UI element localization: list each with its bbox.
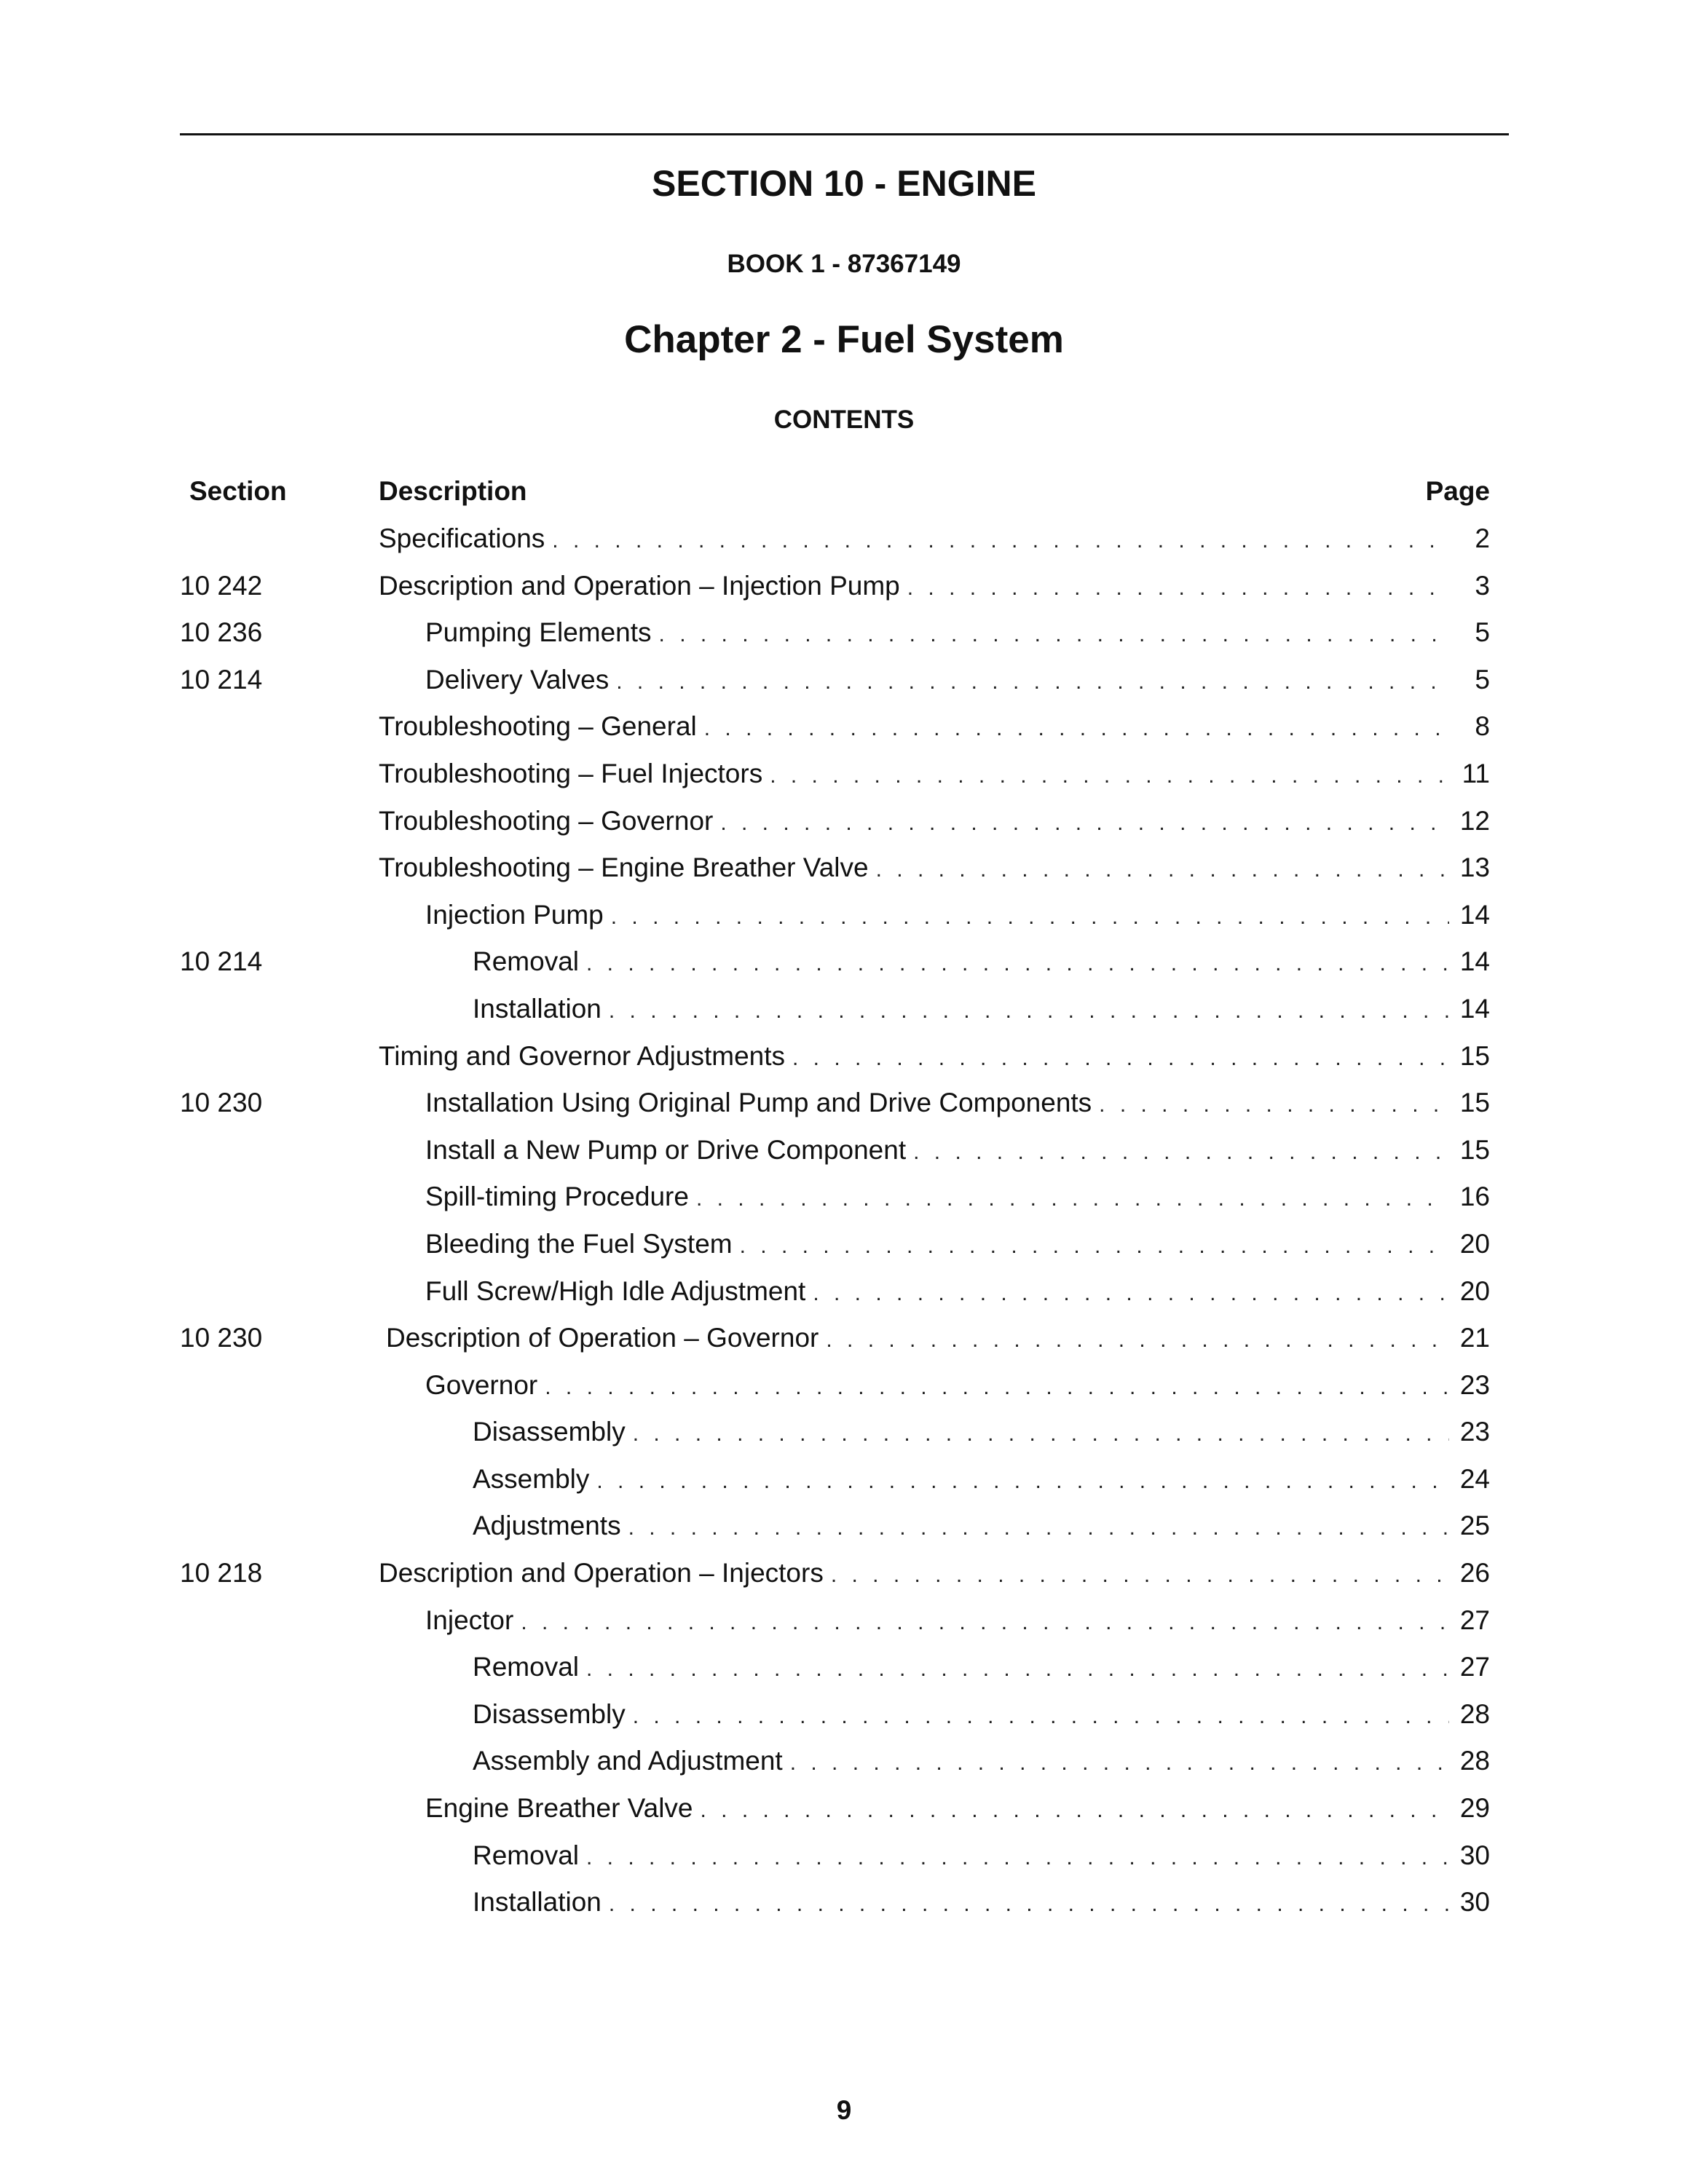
toc-description: Assembly and Adjustment [473, 1746, 783, 1776]
toc-description: Disassembly [473, 1417, 626, 1447]
toc-page-number: 24 [1459, 1463, 1490, 1494]
toc-row [0, 1412, 1688, 1459]
dot-leader [596, 1461, 1449, 1502]
dot-leader [611, 897, 1449, 938]
toc-description: Engine Breather Valve [425, 1793, 693, 1824]
toc-row [0, 1600, 1688, 1647]
dot-leader [792, 1038, 1449, 1079]
toc-entry [473, 1882, 1490, 1925]
toc-entry [473, 941, 1490, 984]
toc-section-code: 10 214 [180, 664, 263, 695]
column-header-section: Section [189, 476, 287, 506]
toc-row [0, 1130, 1688, 1177]
dot-leader [628, 1508, 1449, 1548]
dot-leader [704, 708, 1449, 749]
toc-description: Adjustments [473, 1511, 621, 1541]
dot-leader [586, 1837, 1449, 1878]
toc-description: Timing and Governor Adjustments [379, 1040, 785, 1071]
toc-page-number: 15 [1459, 1040, 1490, 1071]
toc-description: Assembly [473, 1463, 590, 1494]
toc-entry [379, 1553, 1490, 1596]
toc-section-code: 10 236 [180, 617, 263, 648]
toc-row [0, 660, 1688, 707]
toc-page-number: 14 [1459, 993, 1490, 1024]
toc-page-number: 16 [1459, 1182, 1490, 1212]
toc-page-number: 27 [1459, 1652, 1490, 1682]
toc-entry [379, 847, 1490, 890]
toc-row [0, 1176, 1688, 1224]
toc-page-number: 28 [1459, 1698, 1490, 1729]
toc-row [0, 1741, 1688, 1788]
toc-row [0, 1459, 1688, 1506]
dot-leader [876, 850, 1449, 890]
toc-description: Removal [473, 1840, 579, 1870]
toc-page-number: 15 [1459, 1134, 1490, 1165]
toc-description: Troubleshooting – Fuel Injectors [379, 758, 763, 788]
dot-leader [813, 1273, 1449, 1314]
toc-row [0, 612, 1688, 660]
toc-entry [425, 1083, 1490, 1125]
page-number: 9 [836, 2095, 852, 2125]
toc-page-number: 25 [1459, 1511, 1490, 1541]
toc-page-number: 12 [1459, 805, 1490, 836]
toc-entry [425, 660, 1490, 703]
dot-leader [696, 1179, 1449, 1219]
toc-row [0, 801, 1688, 848]
toc-row [0, 1271, 1688, 1318]
dot-leader [659, 614, 1449, 655]
toc-page-number: 28 [1459, 1746, 1490, 1776]
toc-row [0, 1553, 1688, 1600]
toc-row [0, 895, 1688, 942]
toc-entry [425, 1224, 1490, 1267]
dot-leader [826, 1320, 1449, 1361]
toc-description: Description and Operation – Injectors [379, 1558, 824, 1588]
toc-entry [473, 1506, 1490, 1548]
toc-page-number: 20 [1459, 1275, 1490, 1306]
dot-leader [633, 1696, 1449, 1737]
dot-leader [831, 1555, 1449, 1596]
toc-entry [379, 518, 1490, 561]
toc-row [0, 706, 1688, 753]
toc-entry [379, 801, 1490, 844]
toc-page-number: 5 [1475, 664, 1490, 695]
toc-page-number: 23 [1459, 1369, 1490, 1400]
toc-entry [379, 566, 1490, 609]
toc-entry [425, 612, 1490, 655]
toc-description: Bleeding the Fuel System [425, 1228, 733, 1259]
toc-entry [425, 1788, 1490, 1831]
toc-section-code: 10 230 [180, 1323, 263, 1353]
toc-entry [425, 895, 1490, 938]
section-title: SECTION 10 - ENGINE [652, 163, 1036, 204]
toc-row [0, 1788, 1688, 1835]
top-rule [180, 133, 1509, 135]
toc-description: Troubleshooting – Engine Breather Valve [379, 852, 869, 883]
toc-description: Installation [473, 993, 602, 1024]
toc-entry [473, 989, 1490, 1032]
toc-row [0, 989, 1688, 1036]
toc-entry [379, 1036, 1490, 1079]
toc-row [0, 1506, 1688, 1553]
toc-page-number: 14 [1459, 899, 1490, 930]
toc-entry [473, 1647, 1490, 1690]
toc-entry [425, 1271, 1490, 1314]
toc-description: Removal [473, 946, 579, 977]
toc-description: Install a New Pump or Drive Component [425, 1134, 907, 1165]
dot-leader [586, 1649, 1449, 1690]
toc-row [0, 566, 1688, 613]
toc-page-number: 2 [1475, 523, 1490, 553]
toc-entry [473, 1412, 1490, 1455]
column-header-description: Description [379, 476, 527, 506]
toc-entry [473, 1835, 1490, 1878]
dot-leader [740, 1226, 1449, 1267]
toc-description: Injector [425, 1605, 514, 1635]
toc-row [0, 941, 1688, 989]
dot-leader [521, 1602, 1449, 1643]
toc-entry [425, 1176, 1490, 1219]
toc-row [0, 1882, 1688, 1929]
dot-leader [1099, 1085, 1449, 1125]
toc-description: Pumping Elements [425, 617, 652, 648]
toc-entry [425, 1600, 1490, 1643]
dot-leader [552, 521, 1449, 561]
toc-entry [473, 1459, 1490, 1502]
toc-page-number: 30 [1459, 1840, 1490, 1870]
toc-page-number: 8 [1475, 711, 1490, 742]
dot-leader [907, 568, 1449, 609]
toc-page-number: 30 [1459, 1887, 1490, 1918]
toc-section-code: 10 218 [180, 1558, 263, 1588]
toc-page-number: 13 [1459, 852, 1490, 883]
dot-leader [720, 803, 1449, 844]
toc-description: Disassembly [473, 1698, 626, 1729]
toc-page-number: 26 [1459, 1558, 1490, 1588]
toc-section-code: 10 214 [180, 946, 263, 977]
dot-leader [770, 756, 1449, 796]
toc-entry [379, 753, 1490, 796]
toc-page-number: 11 [1462, 758, 1490, 788]
dot-leader [616, 662, 1449, 703]
toc-row [0, 1224, 1688, 1271]
column-header-page: Page [1425, 476, 1490, 506]
toc-description: Removal [473, 1652, 579, 1682]
toc-page-number: 23 [1459, 1417, 1490, 1447]
dot-leader [913, 1132, 1449, 1173]
contents-heading: CONTENTS [773, 405, 915, 434]
toc-row [0, 753, 1688, 801]
toc-page-number: 5 [1475, 617, 1490, 648]
toc-page-number: 14 [1459, 946, 1490, 977]
toc-page-number: 29 [1459, 1793, 1490, 1824]
toc-description: Troubleshooting – Governor [379, 805, 714, 836]
toc-description: Spill-timing Procedure [425, 1182, 689, 1212]
chapter-title: Chapter 2 - Fuel System [624, 318, 1064, 361]
toc-row [0, 1694, 1688, 1741]
toc-section-code: 10 242 [180, 570, 263, 601]
toc-entry [473, 1741, 1490, 1784]
toc-description: Specifications [379, 523, 545, 553]
toc-description: Delivery Valves [425, 664, 610, 695]
table-of-contents [0, 518, 1688, 1929]
toc-row [0, 1365, 1688, 1412]
dot-leader [609, 1884, 1449, 1925]
toc-row [0, 1083, 1688, 1130]
book-number: BOOK 1 - 87367149 [727, 250, 961, 278]
toc-description: Description and Operation – Injection Pump [379, 570, 900, 601]
dot-leader [701, 1790, 1450, 1831]
toc-page-number: 15 [1459, 1088, 1490, 1118]
toc-row [0, 847, 1688, 895]
dot-leader [633, 1414, 1449, 1455]
toc-entry [425, 1365, 1490, 1408]
toc-section-code: 10 230 [180, 1088, 263, 1118]
toc-entry [379, 706, 1490, 749]
toc-description: Injection Pump [425, 899, 604, 930]
toc-page-number: 27 [1459, 1605, 1490, 1635]
toc-entry [425, 1130, 1490, 1173]
toc-description: Installation Using Original Pump and Drive Components [425, 1088, 1092, 1118]
toc-row [0, 1318, 1688, 1365]
toc-entry [386, 1318, 1490, 1361]
dot-leader [790, 1743, 1449, 1784]
toc-row [0, 518, 1688, 566]
toc-page-number: 20 [1459, 1228, 1490, 1259]
toc-row [0, 1647, 1688, 1694]
toc-description: Installation [473, 1887, 602, 1918]
toc-description: Full Screw/High Idle Adjustment [425, 1275, 806, 1306]
toc-entry [473, 1694, 1490, 1737]
toc-page-number: 21 [1459, 1323, 1490, 1353]
dot-leader [545, 1367, 1449, 1408]
dot-leader [609, 991, 1449, 1032]
toc-page-number: 3 [1475, 570, 1490, 601]
toc-description: Description of Operation – Governor [386, 1323, 819, 1353]
dot-leader [586, 943, 1449, 984]
toc-row [0, 1835, 1688, 1883]
toc-description: Troubleshooting – General [379, 711, 697, 742]
toc-description: Governor [425, 1369, 538, 1400]
toc-row [0, 1036, 1688, 1083]
